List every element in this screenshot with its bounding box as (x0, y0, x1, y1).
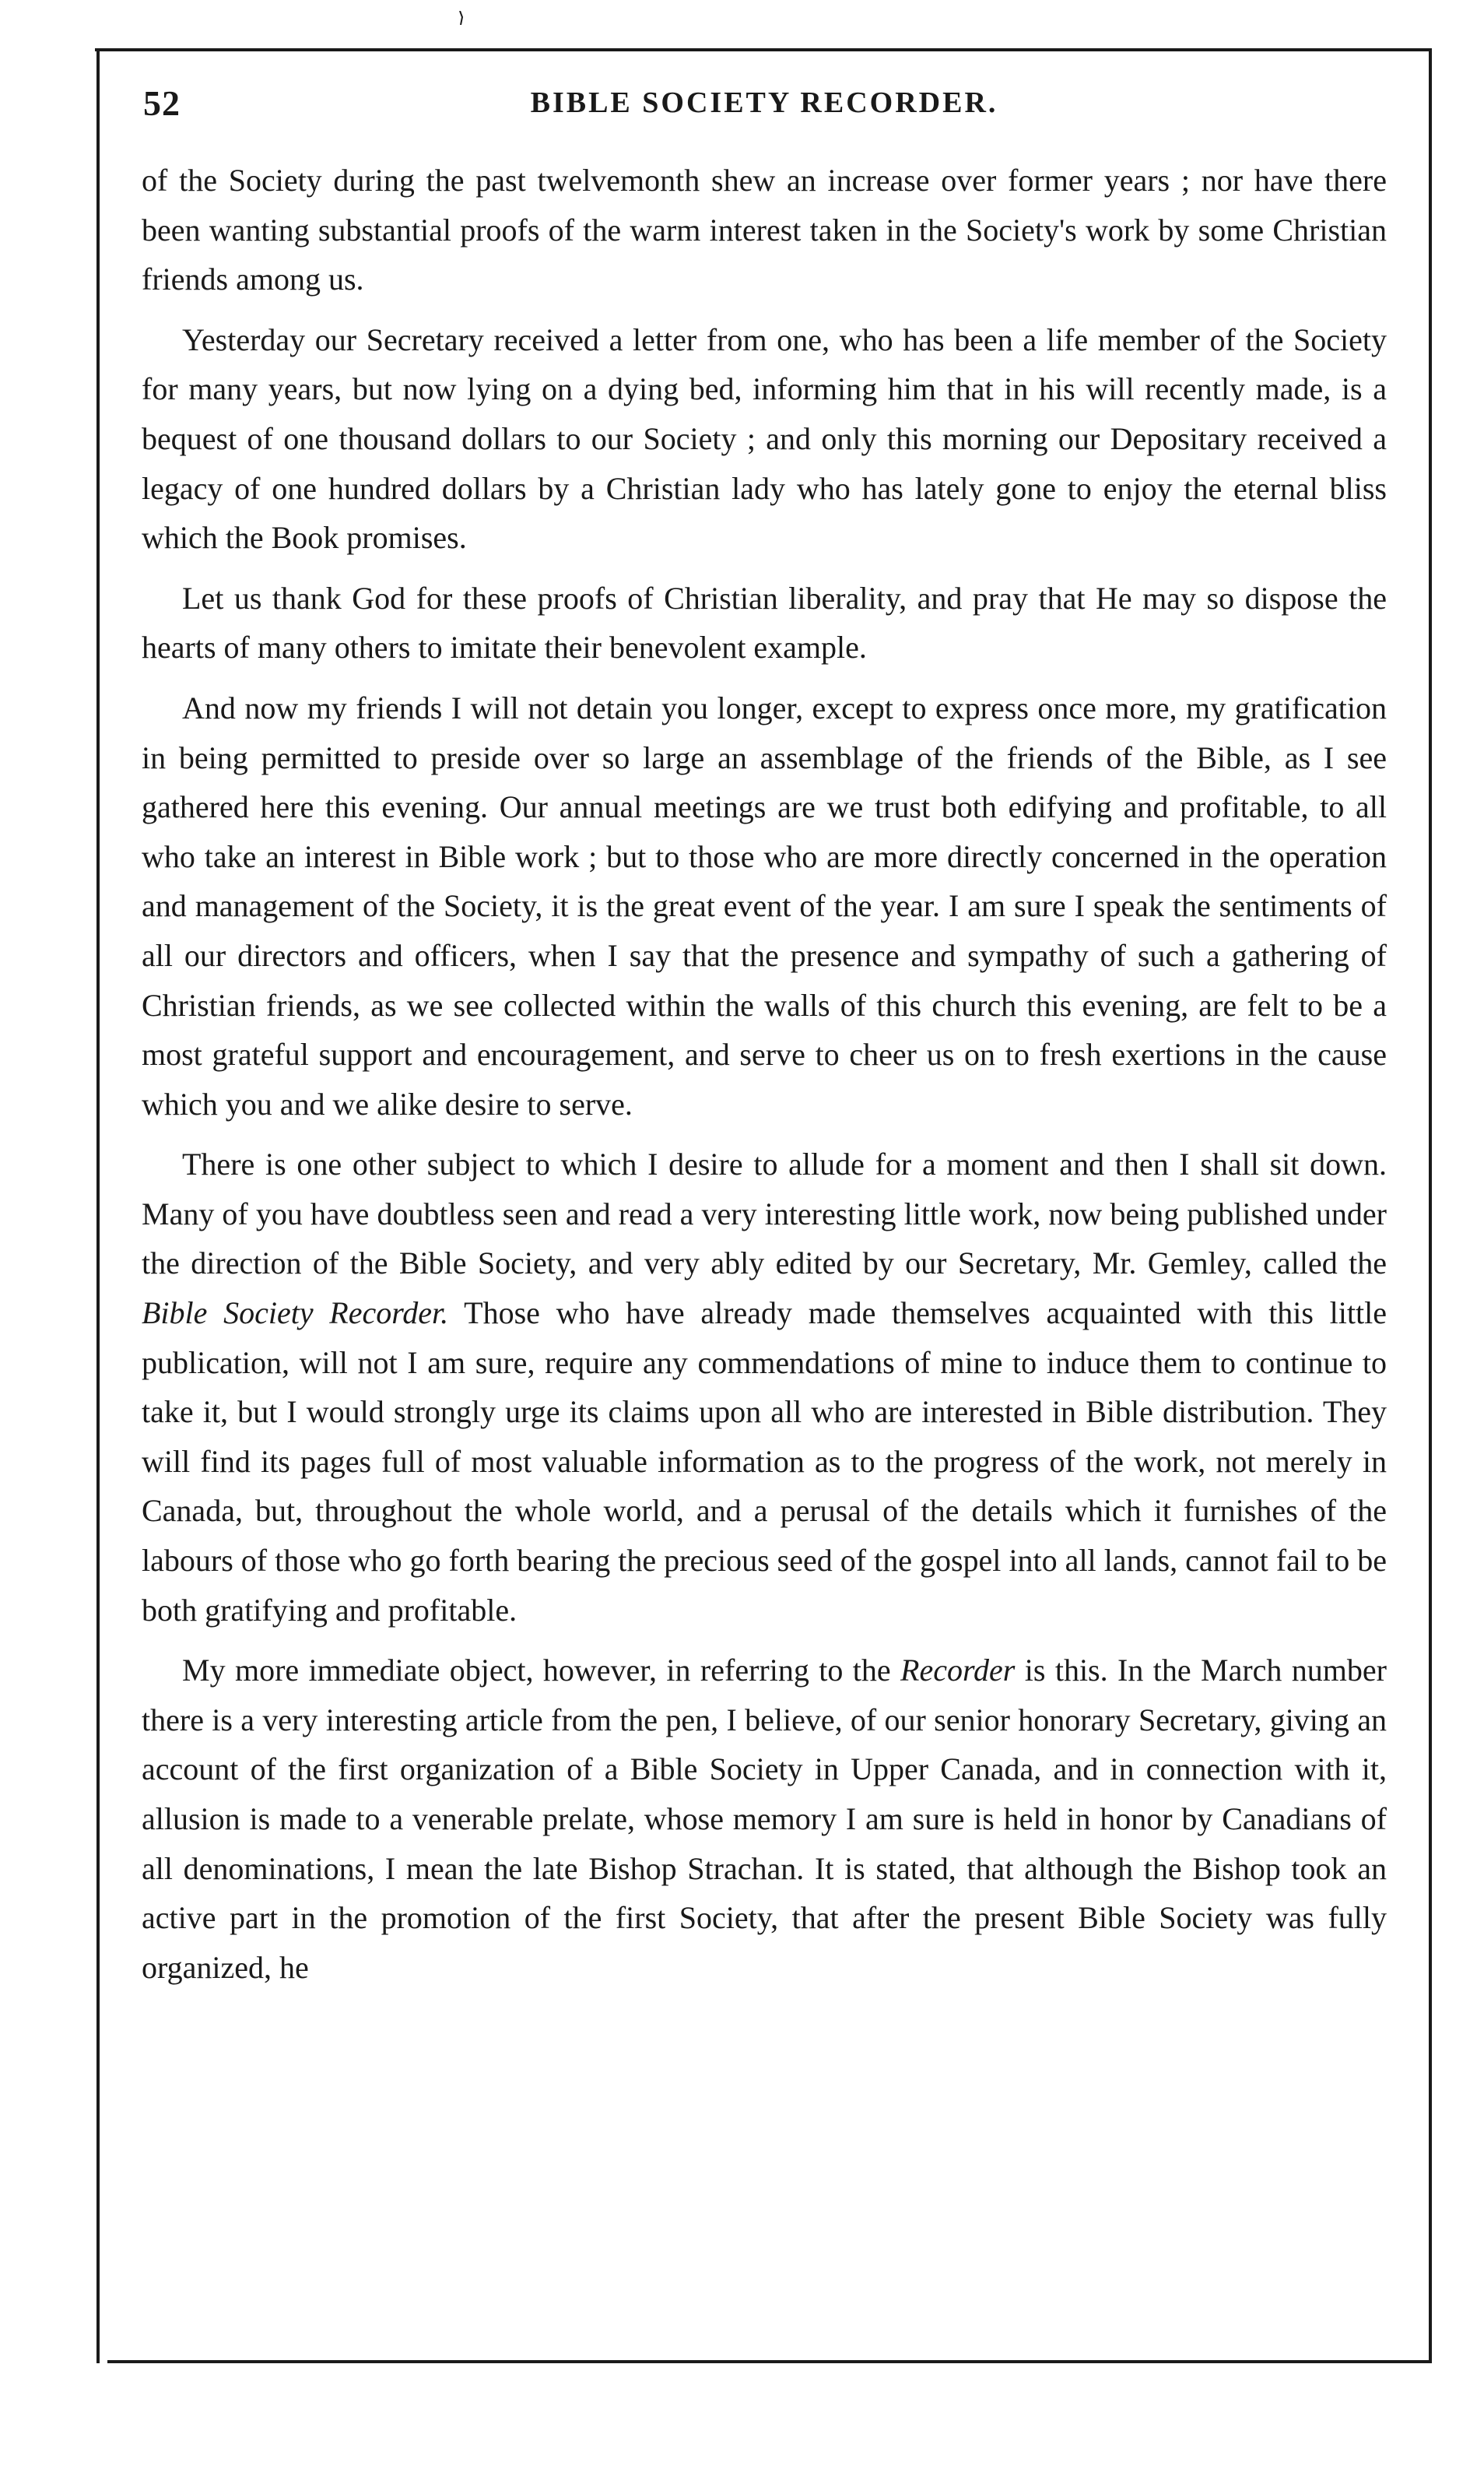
paragraph-5-text-after: Those who have already made themselves acquainted with this little publication, will not I am sure, require any commendations of mine to induce them to continue to take it, but I would strongly urge its claims upon all who are interested in Bible distribution. They will find its pages full of most valuable information as to the progress of the work, not merely in Canada, but, throughout the whole world, and a perusal of the details which it furnishes of the labours of those who go forth bearing the precious seed of the gospel into all lands, cannot fail to be both gratifying and profitable. (142, 1295, 1387, 1628)
left-border-rule (96, 50, 100, 2363)
right-border-rule (1429, 50, 1432, 2363)
running-title: BIBLE SOCIETY RECORDER. (530, 86, 998, 119)
paragraph-5 (142, 1140, 1387, 1635)
paragraph-5-text-before: There is one other subject to which I desire to allude for a moment and then I shall sit down. Many of you have doubtless seen and read a very interesting little work, now being published under the direction of the Bible Society, and very ably edited by our Secretary, Mr. Gemley, called the (142, 1147, 1387, 1281)
publication-title-italic: Bible Society Recorder. (142, 1295, 449, 1331)
page-number: 52 (143, 83, 181, 123)
recorder-italic: Recorder (900, 1653, 1016, 1688)
page-header (137, 76, 1391, 131)
paragraph-1: of the Society during the past twelvemonth shew an increase over former years ; nor have there been wanting substantial proofs of the warm interest taken in the Society's work by some Christian friends among us. (142, 163, 1387, 297)
paragraph-2: Yesterday our Secretary received a letter from one, who has been a life member of the Society for many years, but now lying on a dying bed, informing him that in his will recently made, is a bequest of one thousand dollars to our Society ; and only this morning our Depositary received a legacy of one hundred dollars by a Christian lady who has lately gone to enjoy the eternal bliss which the Book promises. (142, 321, 1387, 556)
paragraph-3: Let us thank God for these proofs of Christian liberality, and pray that He may so dispose the hearts of many others to imitate their benevolent example. (142, 580, 1387, 666)
paragraph-6-text-after: is this. In the March number there is a very interesting article from the pen, I believe, of our senior honorary Secretary, giving an account of the first organization of a Bible Society in Upper Canada, and in connection with it, allusion is made to a venerable prelate, whose memory I am sure is held in honor by Canadians of all denominations, I mean the late Bishop Strachan. It is stated, that although the Bishop took an active part in the promotion of the first Society, that after the present Bible Society was fully organized, he (142, 1653, 1387, 1985)
ink-mark (459, 11, 464, 25)
top-border-rule (95, 48, 1432, 51)
paragraph-6 (142, 1646, 1387, 1992)
article-body (142, 156, 1387, 2003)
paragraph-4: And now my friends I will not detain you longer, except to express once more, my gratification in being permitted to preside over so large an assemblage of the friends of the Bible, as I see gathered here this evening. Our annual meetings are we trust both edifying and profitable, to all who take an interest in Bible work ; but to those who are more directly concerned in the operation and management of the Society, it is the great event of the year. I am sure I speak the sentiments of all our directors and officers, when I say that the presence and sympathy of such a gathering of Christian friends, as we see collected within the walls of this church this evening, are felt to be a most grateful support and encouragement, and serve to cheer us on to fresh exertions in the cause which you and we alike desire to serve. (142, 690, 1387, 1122)
bottom-border-rule (107, 2360, 1430, 2363)
paragraph-6-text-before: My more immediate object, however, in referring to the (182, 1653, 901, 1688)
